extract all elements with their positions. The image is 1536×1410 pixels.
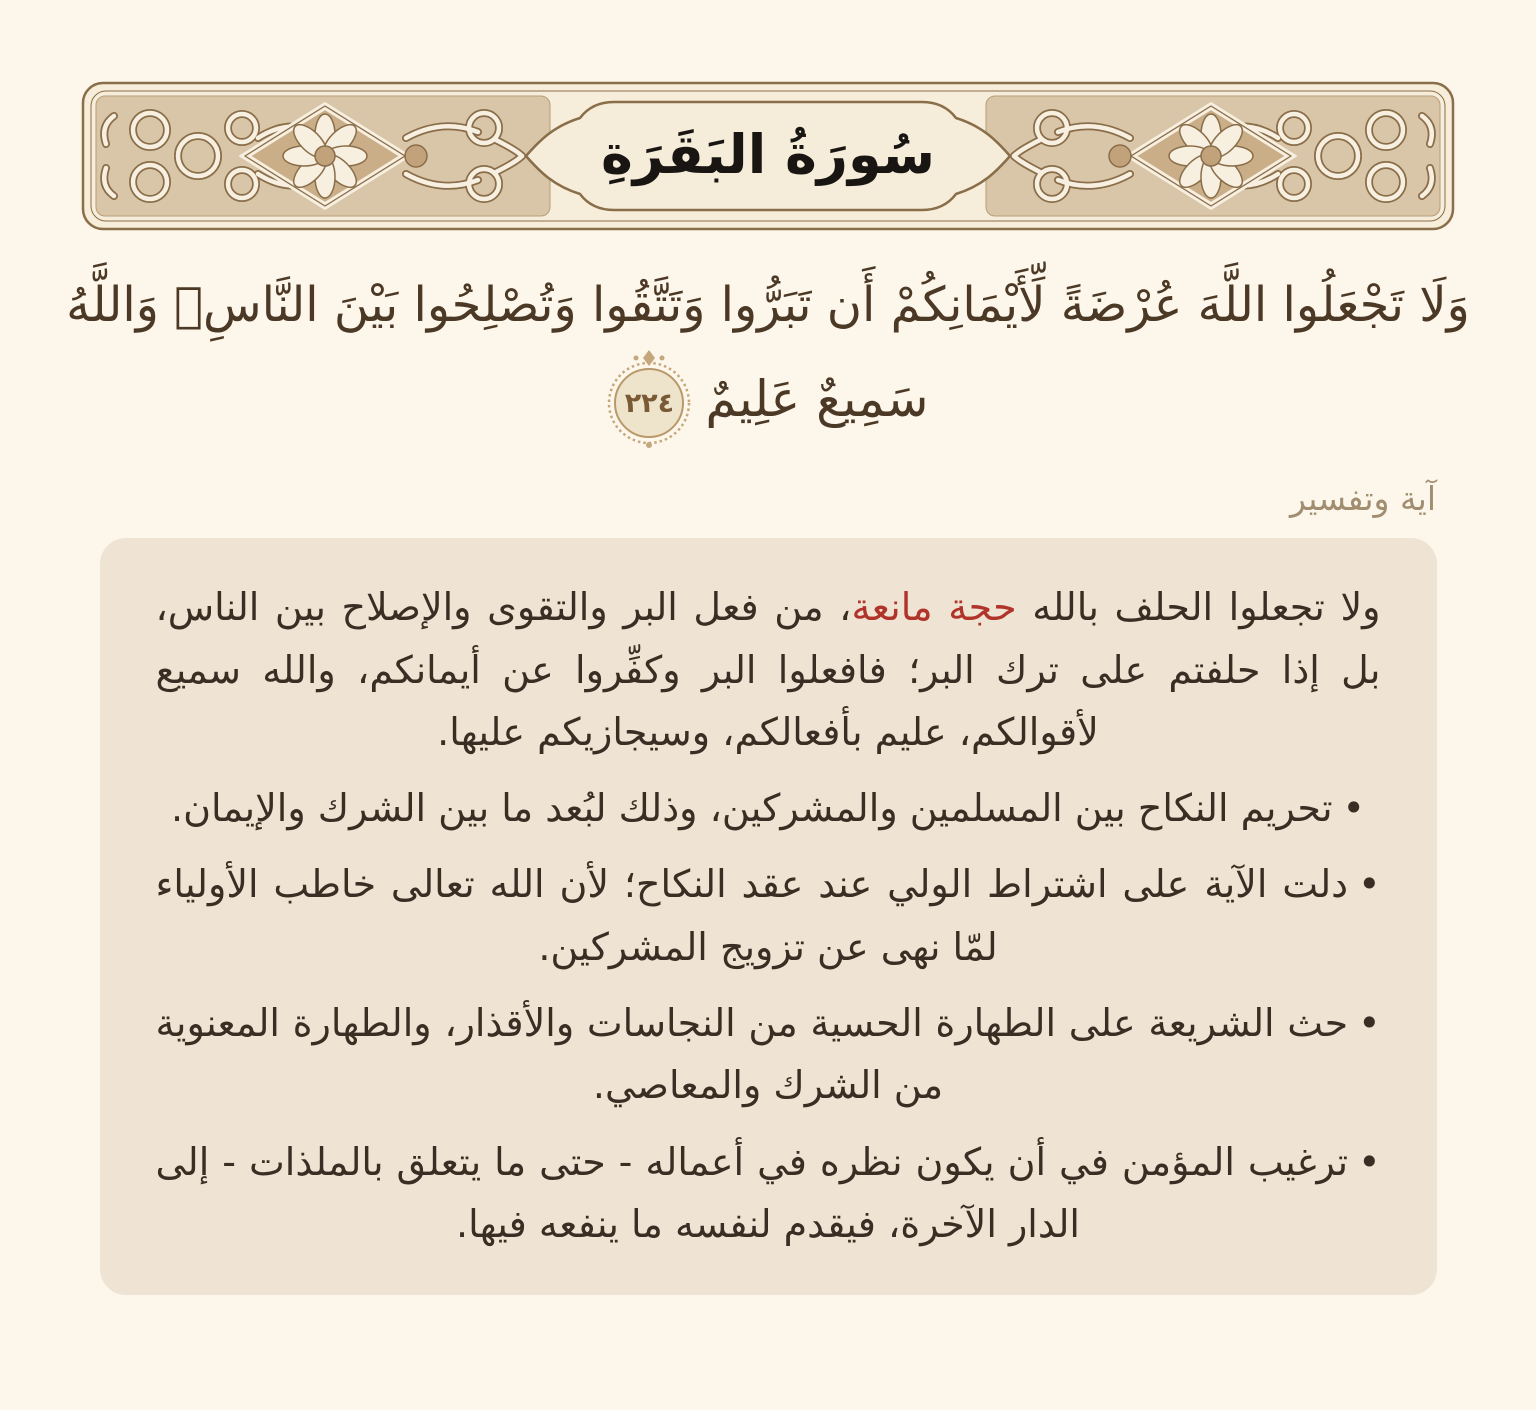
bullet-icon: • (1358, 1001, 1381, 1046)
tafsir-bullet-text: تحريم النكاح بين المسلمين والمشركين، وذلك لبُعد ما بين الشرك والإيمان. (171, 786, 1333, 831)
tafsir-intro-before: ولا تجعلوا الحلف بالله (1016, 585, 1381, 630)
surah-title: سُورَةُ البَقَرَةِ (601, 123, 935, 187)
tafsir-bullet (156, 992, 1381, 1117)
bullet-icon: • (1358, 1139, 1381, 1184)
tafsir-bullet-text: حث الشريعة على الطهارة الحسية من النجاسات والأقذار، والطهارة المعنوية من الشرك والمعاصي. (155, 1001, 1349, 1108)
surah-banner (80, 80, 1456, 232)
ayah-count-medallion (607, 349, 691, 449)
tafsir-bullet (156, 777, 1381, 839)
verse-line-1: وَلَا تَجْعَلُوا اللَّهَ عُرْضَةً لِّأَيْمَانِكُمْ أَن تَبَرُّوا وَتَتَّقُوا وَتُصْلِحُوا بَيْنَ النَّاسِۚ وَاللَّهُ (66, 277, 1470, 333)
tafsir-highlighted-phrase: حجة مانعة (851, 585, 1017, 630)
tafsir-intro-after: ، من فعل البر والتقوى والإصلاح بين الناس، بل إذا حلفتم على ترك البر؛ فافعلوا البر وكفِّروا عن أيمانكم، والله سميع لأقوالكم، عليم بأفعالكم، وسيجازيكم عليها. (155, 585, 1381, 754)
verse-block (0, 266, 1536, 449)
tafsir-bullet (156, 1131, 1381, 1256)
tafsir-box (100, 538, 1437, 1295)
verse-line-2-text: سَمِيعٌ عَلِيمٌ (705, 370, 929, 429)
verse-line-2 (0, 349, 1536, 449)
quran-tafsir-page (0, 80, 1536, 1410)
bullet-icon: • (1342, 786, 1365, 831)
tafsir-bullet (156, 853, 1381, 978)
tafsir-bullet-text: دلت الآية على اشتراط الولي عند عقد النكاح؛ لأن الله تعالى خاطب الأولياء لمّا نهى عن تزويج المشركين. (155, 862, 1349, 969)
ayah-number: ٢٢٤ (624, 387, 675, 419)
section-label: آية وتفسير (1290, 479, 1436, 519)
bullet-icon: • (1358, 862, 1381, 907)
tafsir-intro (156, 576, 1381, 763)
tafsir-bullet-text: ترغيب المؤمن في أن يكون نظره في أعماله - حتى ما يتعلق بالملذات - إلى الدار الآخرة، فيقدم لنفسه ما ينفعه فيها. (155, 1139, 1349, 1246)
